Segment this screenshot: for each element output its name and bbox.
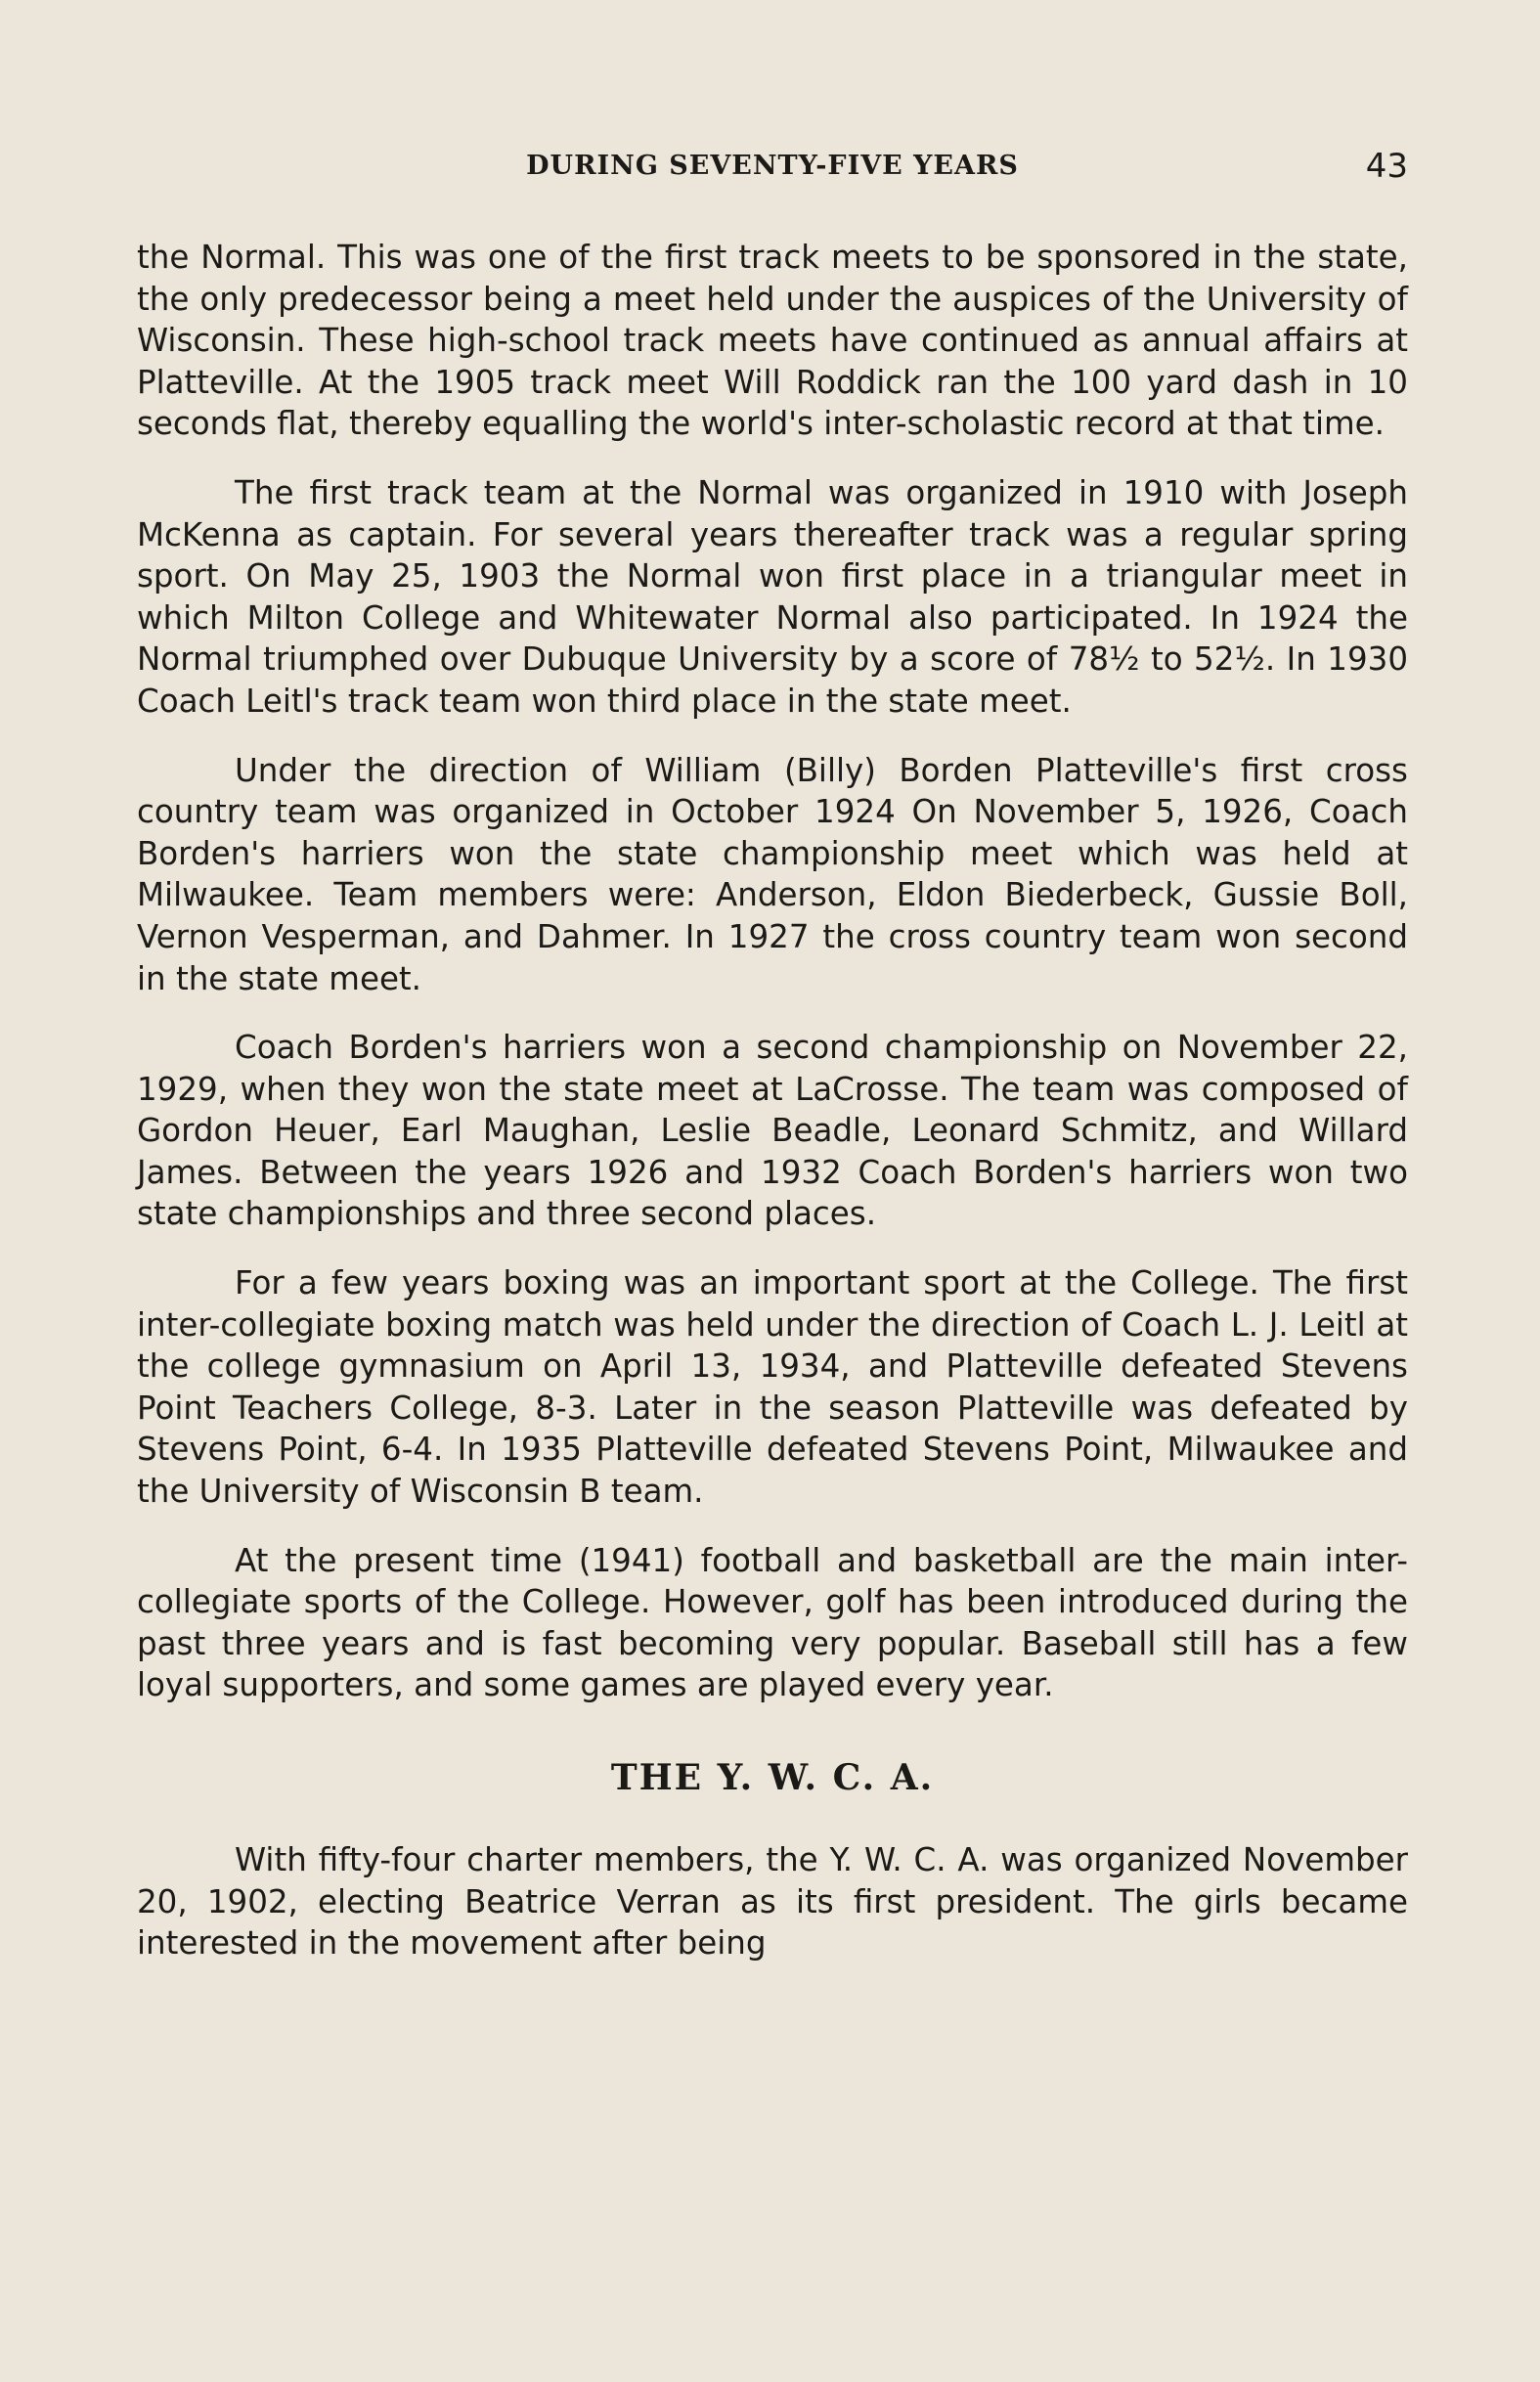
running-head [137, 145, 1408, 188]
running-title: DURING SEVENTY-FIVE YEARS [526, 151, 1019, 181]
paragraph-track-meets: the Normal. This was one of the first track meets to be sponsored in the state, the only predecessor being a meet held under the auspices of the University of Wisconsin. These high-school track meets have continued as annual affairs at Platteville. At the 1905 track meet Will Roddick ran the 100 yard dash in 10 seconds flat, thereby equalling the world's inter-scholastic record at that time. [137, 239, 1408, 443]
paragraph-boxing: For a few years boxing was an important sport at the College. The first inter-collegiate boxing match was held under the direction of Coach L. J. Leitl at the college gymnasium on April 13, 1934, and Platteville defeated Stevens Point Teachers College, 8-3. Later in the season Platteville was defeated by Stevens Point, 6-4. In 1935 Platteville defeated Stevens Point, Milwaukee and the University of Wisconsin B team. [137, 1264, 1408, 1511]
section-heading-ywca: THE Y. W. C. A. [610, 1757, 935, 1798]
paragraph-cross-country: Under the direction of William (Billy) Borden Platteville's first cross country team was organized in October 1924 On November 5, 1926, Coach Borden's harriers won the state championship meet which was held at Milwaukee. Team members were: Anderson, Eldon Biederbeck, Gussie Boll, Vernon Vesperman, and Dahmer. In 1927 the cross country team won second in the state meet. [137, 751, 1408, 997]
page-number: 43 [1365, 147, 1408, 186]
paragraph-second-championship: Coach Borden's harriers won a second championship on November 22, 1929, when they won the state meet at LaCrosse. The team was composed of Gordon Heuer, Earl Maughan, Leslie Beadle, Leonard Schmitz, and Willard James. Between the years 1926 and 1932 Coach Borden's harriers won two state championships and three second places. [137, 1029, 1408, 1233]
body-text [137, 237, 1408, 1992]
paragraph-ywca: With fifty-four charter members, the Y. W. C. A. was organized November 20, 1902, electing Beatrice Verran as its first president. The girls became interested in the movement after being [137, 1841, 1408, 1963]
paragraph-present-sports: At the present time (1941) football and basketball are the main inter-collegiate sports of the College. However, golf has been introduced during the past three years and is fast becoming very popular. Baseball still has a few loyal supporters, and some games are played every year. [137, 1541, 1408, 1704]
paragraph-track-team: The first track team at the Normal was organized in 1910 with Joseph McKenna as captain. For several years thereafter track was a regular spring sport. On May 25, 1903 the Normal won first place in a triangular meet in which Milton College and Whitewater Normal also participated. In 1924 the Normal triumphed over Dubuque University by a score of 78½ to 52½. In 1930 Coach Leitl's track team won third place in the state meet. [137, 473, 1408, 720]
